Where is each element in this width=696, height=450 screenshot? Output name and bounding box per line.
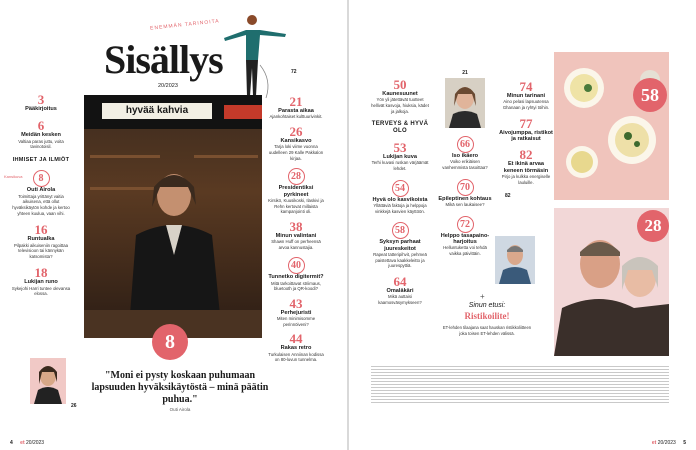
woman-figure-illustration — [222, 10, 288, 102]
toc-title: Rakas retro — [280, 345, 312, 352]
woman-portrait — [116, 165, 236, 315]
toc-description: Yllättäviä faktoja ja helppoja vinkkejä kasvien käyttöön. — [373, 202, 427, 214]
portrait-photo[interactable] — [445, 78, 485, 128]
cover-story-photo[interactable] — [84, 95, 262, 338]
toc-entry[interactable] — [10, 119, 72, 150]
right-page — [349, 0, 696, 450]
toc-page-number: 40 — [288, 257, 305, 274]
toc-title: Meidän kesken — [21, 132, 61, 139]
toc-description: Mikä sen laukaisee? — [445, 202, 485, 207]
toc-entry[interactable] — [437, 134, 493, 171]
toc-title: Epileptinen kohtaus — [438, 195, 492, 202]
cover-quote-author: Outi Airola — [169, 407, 191, 412]
toc-title: Pääkirjoitus — [25, 106, 57, 112]
toc-page-number: 18 — [34, 265, 48, 281]
toc-entry[interactable] — [268, 220, 324, 251]
toc-entry[interactable] — [437, 177, 493, 208]
toc-description: Sykejohi Harri tuntee olevansa elossa. — [11, 285, 71, 297]
toc-entry[interactable] — [268, 297, 324, 328]
footer-right — [652, 440, 686, 446]
toc-title: Lukijan runo — [24, 279, 58, 286]
toc-page-number: 54 — [392, 180, 409, 197]
page-title: Sisällys — [104, 37, 223, 82]
magazine-logo: et — [20, 440, 25, 446]
masthead-page-ref: 72 — [291, 69, 297, 75]
toc-title: Iso ikäero — [451, 153, 479, 159]
issue-number: 20/2023 — [158, 83, 178, 89]
page-number: 4 — [10, 440, 13, 446]
toc-title: Kansikasvo — [280, 138, 312, 144]
toc-page-number: 70 — [457, 179, 474, 196]
toc-entry[interactable] — [10, 266, 72, 297]
left-page — [0, 0, 347, 450]
issue-label: 20/2023 — [26, 440, 45, 446]
toc-description: Miten minimisomme perinnöiveni? — [276, 316, 316, 327]
toc-description: Rapeat tatteripihvit, pehmeä paistettava kaakkeleitto ja juurespyttiä. — [373, 251, 427, 269]
toc-title: Syksyn parhaat juureskeitot — [379, 239, 421, 252]
toc-page-number: 3 — [37, 92, 45, 107]
toc-page-number: 43 — [289, 295, 303, 311]
cover-story-badge[interactable]: 8 — [152, 324, 188, 360]
toc-page-number: 77 — [519, 115, 533, 131]
toc-title: Minun tarinani — [506, 93, 546, 99]
toc-description: Shawn Huff on perheensä arvoa kannustajia. — [271, 239, 321, 250]
masthead-kicker: ENEMMÄN TARINOITA — [149, 18, 220, 32]
toc-right-column-c — [499, 80, 553, 199]
toc-page-number: 6 — [37, 118, 45, 134]
toc-page-number: 74 — [519, 79, 533, 94]
cover-quote: "Moni ei pysty koskaan puhumaan lapsuuden hyväksikäytöstä – minä päätin puhua." — [91, 370, 269, 405]
section-heading: IHMISET JA ILMIÖT — [12, 157, 70, 163]
toc-entry[interactable] — [499, 148, 553, 185]
toc-title: Outi Airola — [26, 187, 56, 194]
toc-title: Aivojumppa, ristikot ja ratkaisut — [499, 129, 553, 142]
toc-description: Mitä tarkoittavat striimaus, bluetooth ja QR-koodi? — [271, 280, 321, 292]
toc-title: Perhejuristi — [280, 309, 312, 316]
promo-subheading[interactable]: Ristikoilite! — [464, 311, 510, 321]
toc-description: Voiko erikiäisen vanhemmista tasoittaa? — [442, 159, 488, 170]
toc-title: Tunnetko digitermit? — [268, 274, 324, 281]
toc-entry[interactable] — [371, 141, 429, 172]
man-portrait-photo[interactable] — [495, 236, 535, 284]
toc-middle-column — [268, 95, 324, 363]
toc-description: Kirsikö, Kuusikoski, Ilaskivi ja Rehn kertovat millaista kampanjointi oli. — [268, 198, 324, 215]
toc-entry[interactable] — [499, 80, 553, 111]
photo-page-number: 82 — [505, 193, 511, 200]
toc-page-number: 26 — [289, 124, 303, 139]
toc-entry[interactable] — [437, 214, 493, 257]
toc-title: Helppo tasapainoharjoitus — [440, 232, 490, 245]
toc-page-number: 8 — [33, 170, 50, 187]
toc-description: Helluntuketta voi tehdä vaikka päivittäin. — [443, 245, 487, 256]
cafe-sign: hyvää kahvia — [102, 103, 212, 119]
toc-entry[interactable] — [268, 166, 324, 215]
toc-description: Pirjo ja kulkka energiselle lauluille. — [501, 174, 551, 185]
recipe-badge[interactable]: 58 — [633, 78, 667, 112]
toc-title: Parasta aikaa — [278, 108, 314, 114]
toc-entry[interactable] — [268, 95, 324, 120]
toc-page-number: 50 — [393, 77, 407, 92]
toc-page-number: 21 — [289, 94, 303, 109]
toc-description: Turkulaisen Anniinan kodissa on 80-luvun tunnelma. — [268, 351, 324, 363]
toc-entry[interactable] — [371, 275, 429, 306]
toc-title: Omaläkäri — [386, 287, 414, 294]
toc-description: Aino pelasi lapsuutensa Ghanaan ja ryhtyi töihin. — [502, 99, 550, 110]
couple-badge[interactable]: 28 — [637, 210, 669, 242]
fine-print — [371, 366, 669, 404]
toc-title: Lukijan kuva — [383, 153, 417, 160]
page-number: 5 — [683, 440, 686, 446]
cover-tag: Kansikuva — [4, 174, 23, 180]
toc-entry[interactable] — [268, 255, 324, 292]
issue-label: 20/2023 — [657, 440, 676, 446]
promo-plus-icon: + — [480, 292, 485, 301]
photo-page-number: 21 — [462, 70, 468, 76]
toc-entry[interactable] — [371, 178, 429, 215]
section-heading: TERVEYS & HYVÄ OLO — [371, 121, 429, 135]
toc-page-number: 16 — [34, 222, 48, 238]
toc-page-number: 44 — [289, 331, 303, 347]
toc-entry[interactable] — [10, 223, 72, 259]
toc-title: Minun valintani — [275, 232, 317, 239]
magazine-logo: et — [651, 440, 657, 446]
toc-page-number: 66 — [457, 136, 474, 153]
toc-description: Mikä auttaisi kaamosväsymykseen? — [378, 294, 422, 305]
toc-page-number: 72 — [457, 216, 474, 233]
toc-entry[interactable] — [371, 78, 429, 114]
toc-title: Hyvä olo kasvikoista — [372, 196, 428, 203]
toc-left-column — [4, 92, 72, 297]
author-small-photo[interactable] — [30, 358, 66, 404]
toc-description: Terhi kuvasi ruskan värjäämät lehdet. — [371, 160, 429, 171]
toc-description: Ajankohtaiset kulttuurivinkit. — [269, 114, 323, 120]
toc-description: Tarja loki viime vuonna uudelleen 29 Kalle Pakkalon kirjaa. — [268, 144, 324, 161]
toc-entry[interactable] — [499, 117, 553, 143]
toc-title: Runtualka — [27, 236, 55, 243]
promo-description: ET-lehden tilaajana saat hauskan ristikkoliitteen joka toisen ET-lehden välissä. — [442, 325, 532, 336]
footer-left — [10, 440, 44, 446]
toc-title: Kaunesuunet — [382, 91, 418, 97]
toc-entry-cover[interactable] — [4, 168, 72, 216]
toc-right-column-a — [371, 78, 429, 305]
toc-description: Pilpakki aikuiseniin ragoittaa televisioon tai kännykän katsomista? — [14, 242, 68, 259]
toc-entry[interactable] — [371, 220, 429, 269]
toc-entry[interactable] — [268, 332, 324, 363]
toc-page-number: 58 — [392, 222, 409, 239]
soup-photo[interactable] — [554, 52, 669, 200]
toc-page-number: 64 — [393, 273, 407, 289]
toc-page-number: 28 — [288, 168, 305, 185]
toc-description: Yön yli jätettävät tuotteet hellivät kasvoja, hiuksia, kädet ja jalkoja. — [371, 97, 429, 114]
toc-right-column-b — [437, 70, 493, 257]
toc-page-number: 82 — [519, 147, 533, 163]
toc-description: Toimittaja yrittänyt vaitia aikuisena, että ollut hyväksikäytön kohde ja kertoo yhteen kuulua, vaan vihi. — [12, 193, 70, 216]
small-photo-page: 26 — [71, 403, 77, 409]
toc-entry[interactable] — [268, 125, 324, 161]
toc-title: Et ikinä arvaa keneen törmäsin — [503, 161, 549, 174]
promo-heading: Sinun etusi: — [468, 302, 506, 309]
toc-description: Valtiaa paras juttu, voita tavinotoisil. — [18, 138, 64, 150]
toc-entry[interactable] — [10, 93, 72, 112]
toc-page-number: 38 — [289, 218, 303, 234]
toc-title: Presidentiksi pyrkineet — [278, 185, 314, 198]
toc-page-number: 53 — [393, 139, 407, 155]
